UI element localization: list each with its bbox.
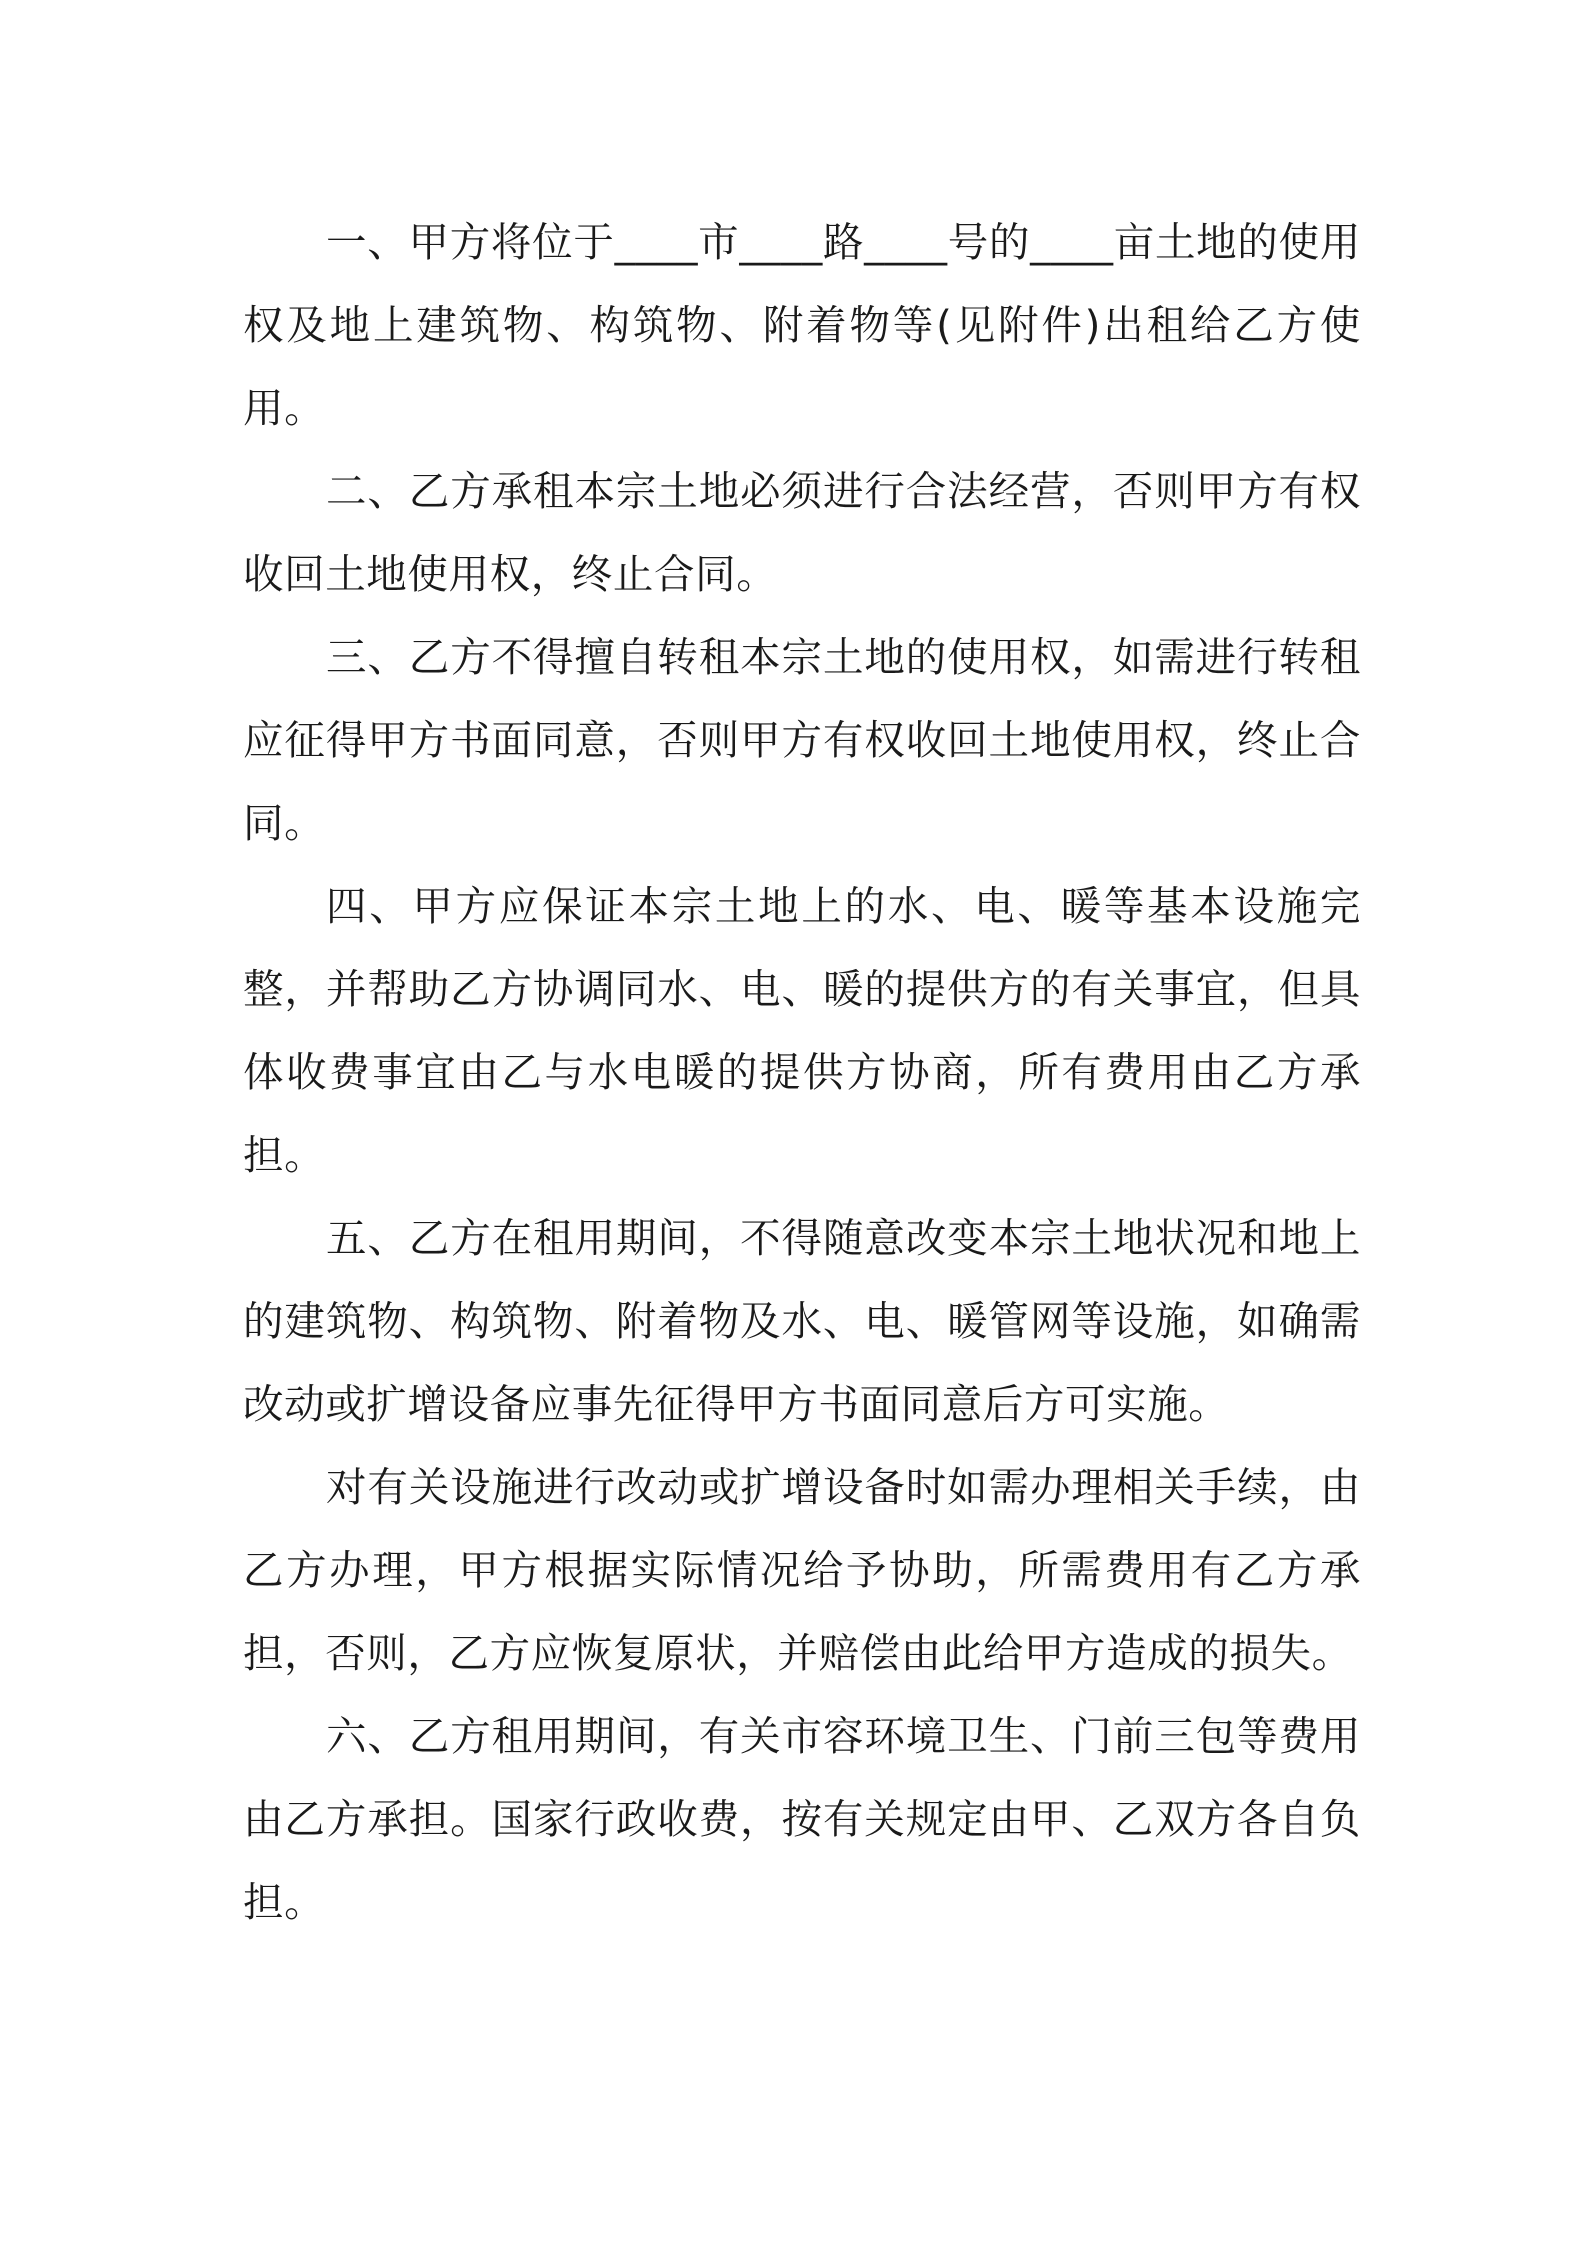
clause-5-paragraph: 五、乙方在租用期间，不得随意改变本宗土地状况和地上的建筑物、构筑物、附着物及水、电、暖管网等设施，如确需改动或扩增设备应事先征得甲方书面同意后方可实施。 bbox=[243, 1214, 1361, 1428]
clause-1-paragraph: 一、甲方将位于____市____路____号的____亩土地的使用权及地上建筑物、构筑物、附着物等(见附件)出租给乙方使用。 bbox=[243, 218, 1361, 432]
clause-6-paragraph: 六、乙方租用期间，有关市容环境卫生、门前三包等费用由乙方承担。国家行政收费，按有关规定由甲、乙双方各自负担。 bbox=[243, 1712, 1361, 1926]
clause-3-paragraph: 三、乙方不得擅自转租本宗土地的使用权，如需进行转租应征得甲方书面同意，否则甲方有权收回土地使用权，终止合同。 bbox=[243, 633, 1361, 847]
clause-5-continuation-paragraph: 对有关设施进行改动或扩增设备时如需办理相关手续，由乙方办理，甲方根据实际情况给予协助，所需费用有乙方承担，否则，乙方应恢复原状，并赔偿由此给甲方造成的损失。 bbox=[243, 1463, 1361, 1677]
clause-2-paragraph: 二、乙方承租本宗土地必须进行合法经营，否则甲方有权收回土地使用权，终止合同。 bbox=[243, 467, 1361, 598]
clause-4-paragraph: 四、甲方应保证本宗土地上的水、电、暖等基本设施完整，并帮助乙方协调同水、电、暖的提供方的有关事宜，但具体收费事宜由乙与水电暖的提供方协商，所有费用由乙方承担。 bbox=[243, 882, 1361, 1179]
document-body bbox=[243, 201, 1361, 1944]
